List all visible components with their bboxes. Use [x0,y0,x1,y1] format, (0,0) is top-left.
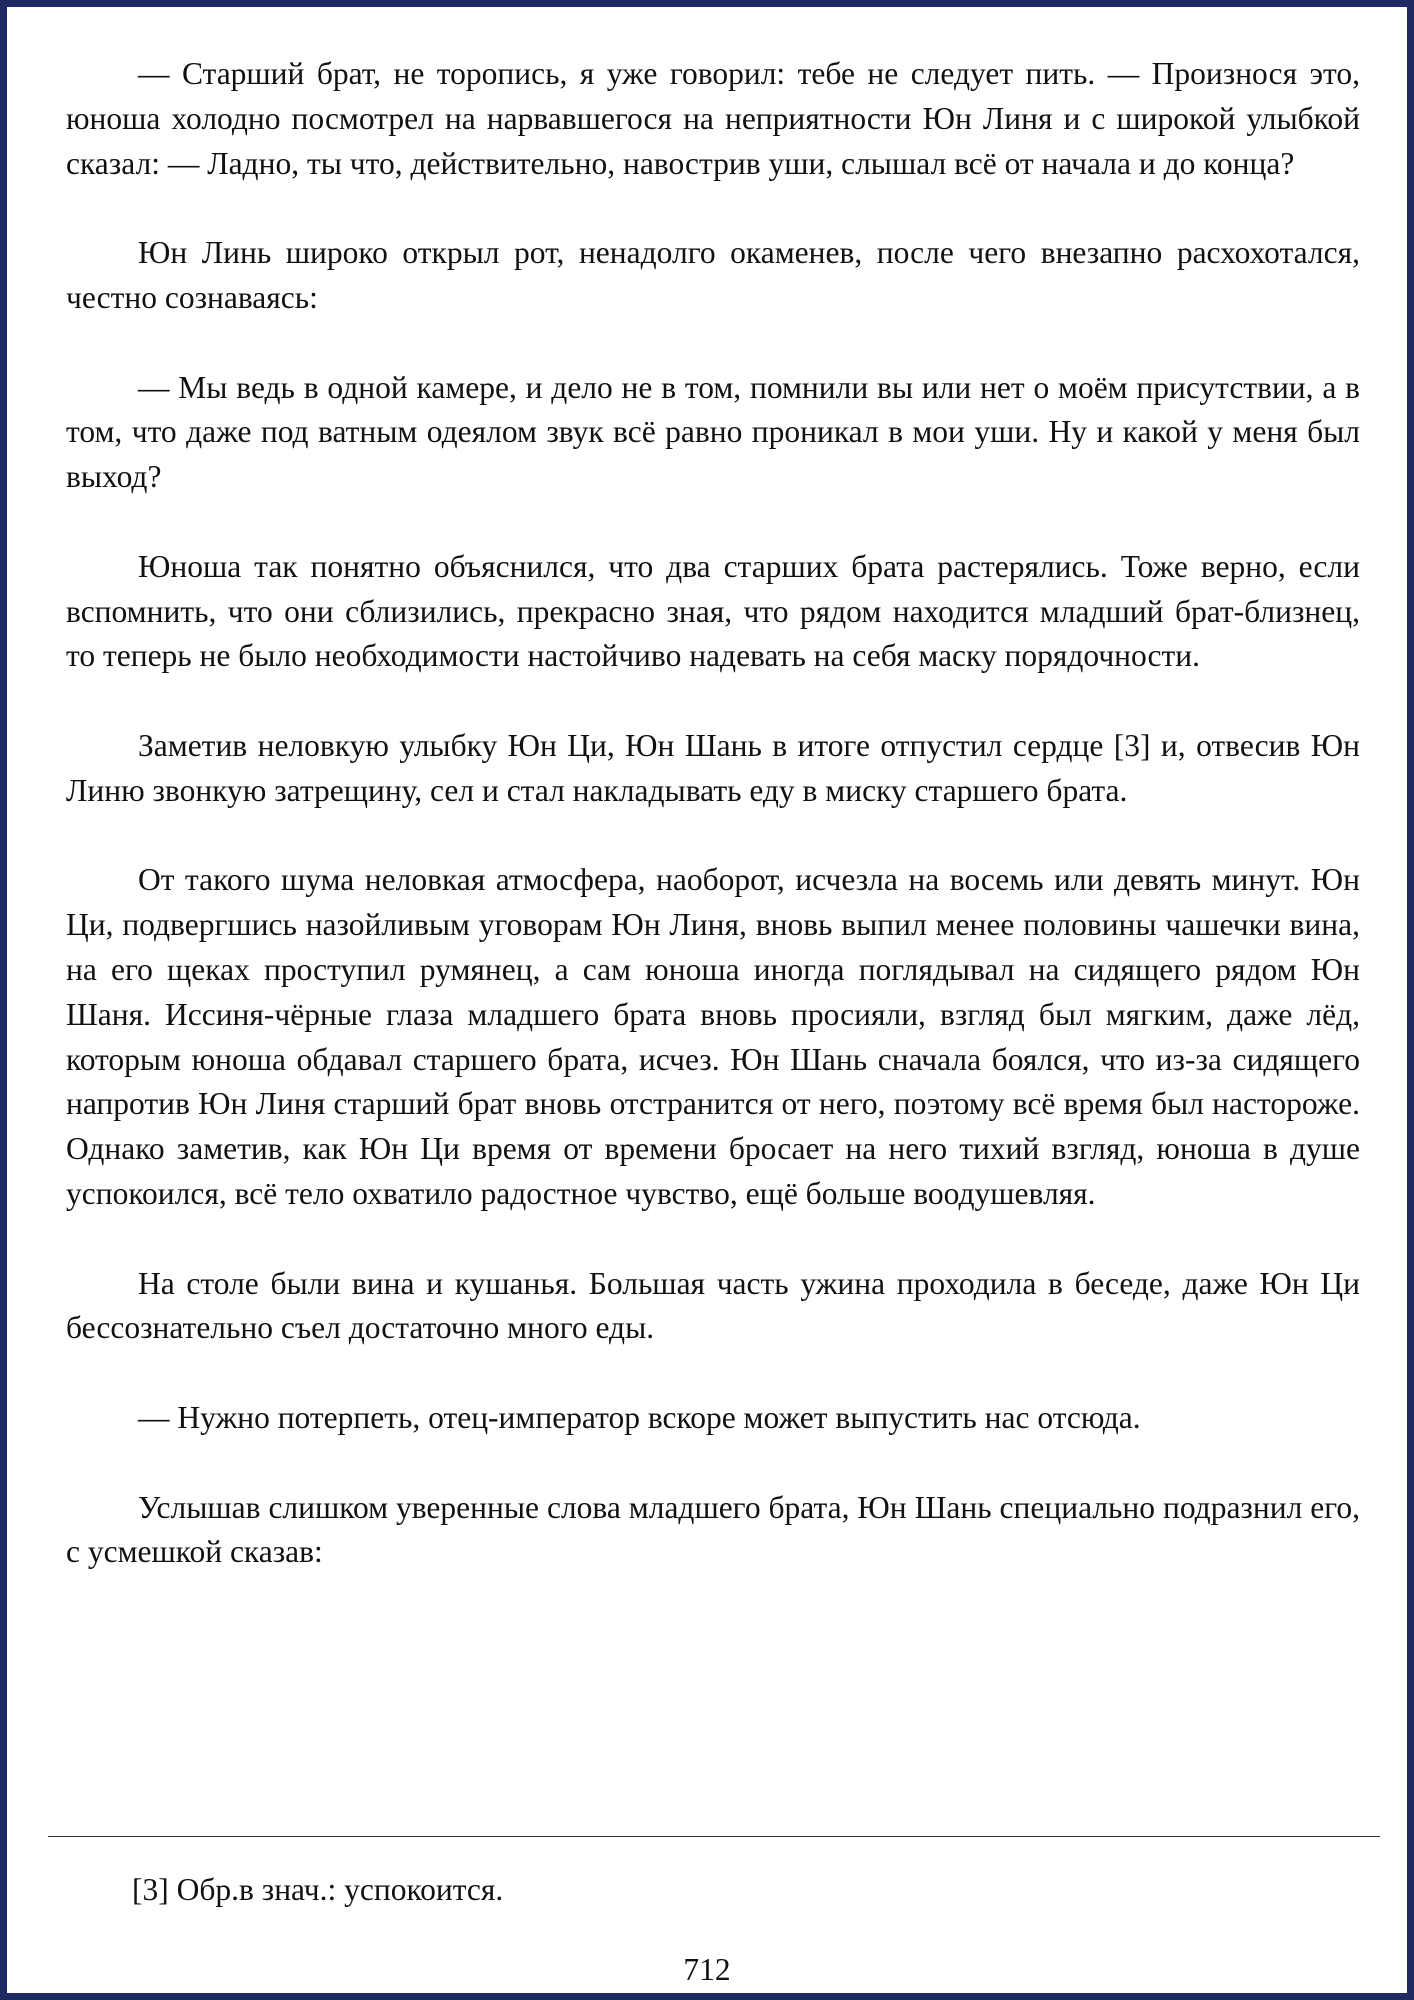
paragraph: Юн Линь широко открыл рот, ненадолго окаменев, после чего внезапно расхохотался, честно сознаваясь: [66,235,1360,315]
paragraph: Заметив неловкую улыбку Юн Ци, Юн Шань в итоге отпустил сердце [3] и, отвесив Юн Линю звонкую затрещину, сел и стал накладывать еду в миску старшего брата. [66,727,1360,808]
paragraph: От такого шума неловкая атмосфера, наоборот, исчезла на восемь или девять минут. Юн Ци, подвергшись назойливым уговорам Юн Линя, вновь выпил менее половины чашечки вина, на его щеках проступил румянец, а сам юноша иногда поглядывал на сидящего рядом Юн Шаня. Иссиня-чёрные глаза младшего брата вновь просияли, взгляд был мягким, даже лёд, которым юноша обдавал старшего брата, исчез. Юн Шань сначала боялся, что из-за сидящего напротив Юн Линя старший брат вновь отстранится от него, поэтому всё время был настороже. Однако заметив, как Юн Ци время от времени бросает на него тихий взгляд, юноша в душе успокоился, всё тело охватило радостное чувство, ещё больше воодушевляя. [66,862,1360,1211]
paragraph: Услышав слишком уверенные слова младшего брата, Юн Шань специально подразнил его, с усмешкой сказав: [66,1489,1360,1570]
paragraph: — Нужно потерпеть, отец-император вскоре может выпустить нас отсюда. [138,1399,1141,1435]
page-number: 712 [683,1952,731,1987]
paragraph: На столе были вина и кушанья. Большая часть ужина проходила в беседе, даже Юн Ци бессознательно съел достаточно много еды. [66,1265,1360,1346]
main-text [66,52,1360,1575]
footnote-divider [48,1836,1380,1837]
paragraph: Юноша так понятно объяснился, что два старших брата растерялись. Тоже верно, если вспомнить, что они сблизились, прекрасно зная, что рядом находится младший брат-близнец, то теперь не было необходимости настойчиво надевать на себя маску порядочности. [66,548,1360,674]
paragraph: — Старший брат, не торопись, я уже говорил: тебе не следует пить. — Произнося это, юноша холодно посмотрел на нарвавшегося на неприятности Юн Линя и с широкой улыбкой сказал: — Ладно, ты что, действительно, навострив уши, слышал всё от начала и до конца? [66,56,1360,181]
footnote: [3] Обр.в знач.: успокоится. [132,1872,504,1907]
paragraph: — Мы ведь в одной камере, и дело не в том, помнили вы или нет о моём присутствии, а в том, что даже под ватным одеялом звук всё равно проникал в мои уши. Ну и какой у меня был выход? [66,369,1360,495]
